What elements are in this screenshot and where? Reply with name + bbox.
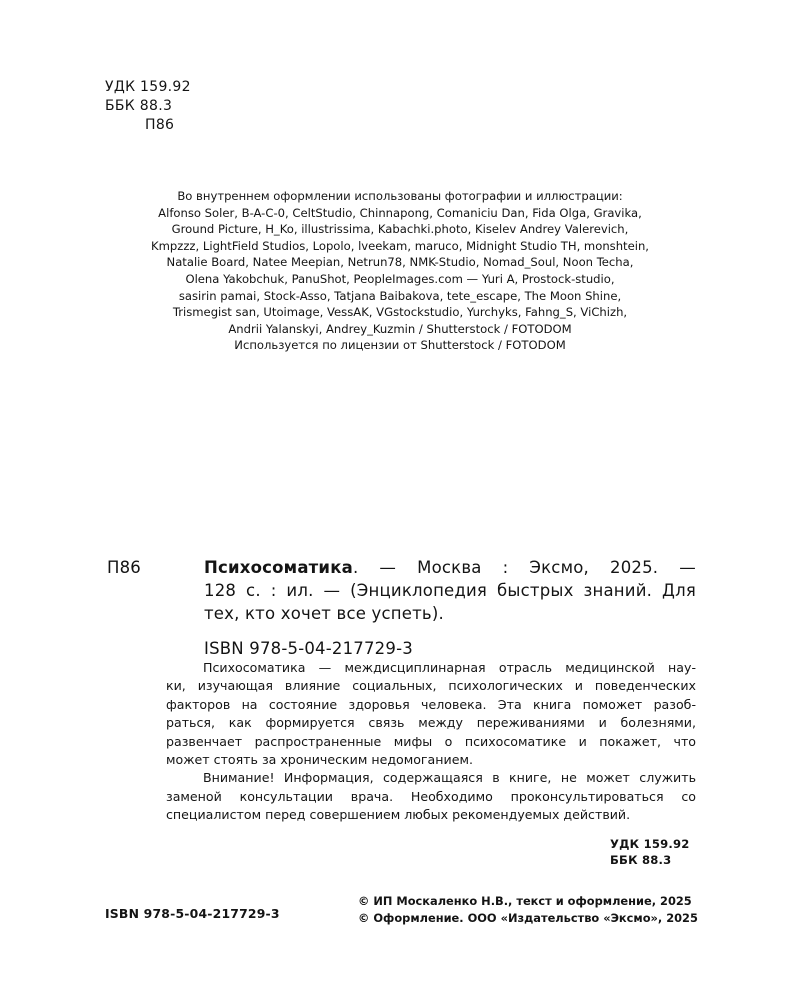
annotation-line: ки, изучающая влияние социальных, психологических и поведенческих (166, 678, 696, 694)
copyright-design: © Оформление. ООО «Издательство «Эксмо», 2025 (358, 911, 698, 925)
bottom-codes-block (610, 836, 690, 868)
bib-isbn: ISBN 978-5-04-217729-3 (204, 639, 413, 658)
annotation-line: развенчает распространенные мифы о психосоматике и покажет, что (166, 733, 696, 749)
warning-line: специалистом перед совершением любых рекомендуемых действий. (166, 807, 631, 823)
copyright-text: © ИП Москаленко Н.В., текст и оформление, 2025 (358, 894, 692, 908)
annotation-line: Психосоматика — междисциплинарная отрасль медицинской нау- (203, 660, 696, 675)
bottom-udk-code: УДК 159.92 (610, 837, 690, 851)
credits-line: Ground Picture, H_Ko, illustrissima, Kabachki.photo, Kiselev Andrey Valerevich, (171, 222, 629, 237)
credits-line: Andrii Yalanskyi, Andrey_Kuzmin / Shutterstock / FOTODOM (228, 321, 572, 336)
top-codes-block (105, 78, 191, 135)
copyright-block (358, 893, 698, 927)
credits-line: Kmpzzz, LightField Studios, Lopolo, lveekam, maruco, Midnight Studio TH, monshtein, (151, 238, 649, 253)
bbk-code: ББК 88.3 (105, 98, 173, 114)
author-mark: П86 (145, 117, 175, 133)
credits-line: Olena Yakobchuk, PanuShot, PeopleImages.com — Yuri A, Prostock-studio, (185, 271, 615, 286)
photo-credits (60, 188, 740, 354)
bib-line-1 (204, 556, 696, 579)
credits-line: Natalie Board, Natee Meepian, Netrun78, NMK-Studio, Nomad_Soul, Noon Techa, (166, 255, 634, 270)
bibliographic-record (204, 556, 696, 660)
bib-mark: П86 (107, 558, 142, 577)
bottom-bbk-code: ББК 88.3 (610, 853, 672, 867)
credits-line: sasirin pamai, Stock-Asso, Tatjana Baibakova, tete_escape, The Moon Shine, (178, 288, 622, 303)
bib-publisher: . — Москва : Эксмо, 2025. — (352, 558, 696, 577)
bib-line-2: 128 с. : ил. — (Энциклопедия быстрых знаний. Для (204, 581, 696, 600)
annotation-line: факторов на состояние здоровья человека. Эта книга поможет разоб- (166, 696, 696, 712)
annotation-line: раться, как формируется связь между переживаниями и болезнями, (166, 715, 696, 731)
warning-line: заменой консультации врача. Необходимо проконсультироваться со (166, 788, 696, 804)
credits-line: Alfonso Soler, B-A-C-0, CeltStudio, Chinnapong, Comaniciu Dan, Fida Olga, Gravika, (158, 205, 642, 220)
bib-line-3: тех, кто хочет все успеть). (204, 604, 444, 623)
footer-isbn: ISBN 978-5-04-217729-3 (105, 906, 280, 921)
book-title: Психосоматика (204, 558, 353, 577)
credits-line: Во внутреннем оформлении использованы фотографии и иллюстрации: (177, 189, 623, 203)
warning-line: Внимание! Информация, содержащаяся в книге, не может служить (203, 770, 696, 786)
annotation (166, 659, 696, 825)
annotation-line: может стоять за хроническим недомоганием. (166, 752, 473, 768)
udk-code: УДК 159.92 (105, 79, 191, 95)
credits-license-line: Используется по лицензии от Shutterstock / FOTODOM (234, 338, 566, 353)
credits-line: Trismegist san, Utoimage, VessAK, VGstockstudio, Yurchyks, Fahng_S, ViChizh, (172, 305, 628, 320)
